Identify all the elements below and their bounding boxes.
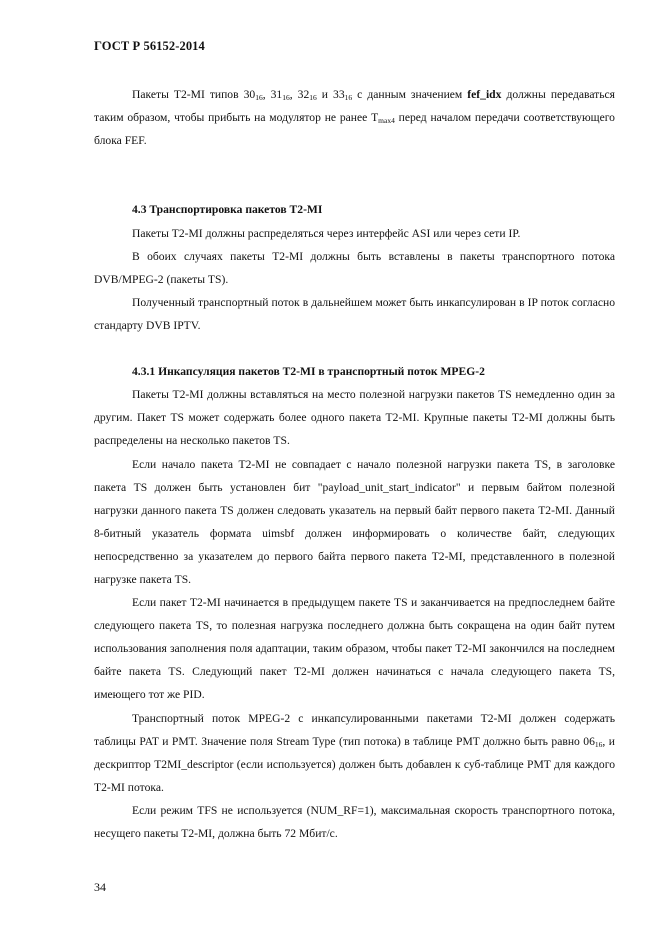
subscript: 16 bbox=[594, 739, 603, 749]
subscript: 16 bbox=[309, 93, 317, 102]
section-heading-4-3: 4.3 Транспортировка пакетов Т2-MI bbox=[132, 203, 323, 217]
field-name-bold: fef_idx bbox=[467, 88, 502, 101]
text-run: Транспортный поток MPEG-2 с инкапсулированными пакетами Т2-MI должен содержать таблицы PAT и PMT. Значение поля Stream Type (тип потока) в таблице PMT должно быть равно 06 bbox=[94, 711, 615, 748]
standard-header: ГОСТ Р 56152-2014 bbox=[94, 39, 205, 53]
paragraph-pmt bbox=[94, 707, 615, 799]
text-run: должны передаваться таким образом, чтобы прибыть на модулятор не ранее T bbox=[94, 88, 616, 125]
text-run: Пакеты Т2-MI типов 30 bbox=[132, 88, 256, 101]
subscript: 16 bbox=[255, 93, 263, 102]
paragraph: Если режим TFS не используется (NUM_RF=1), максимальная скорость транспортного потока, несущего пакеты Т2-MI, должна быть 72 Мбит/с. bbox=[94, 803, 615, 840]
text-run: , 32 bbox=[289, 88, 310, 101]
paragraph: Пакеты Т2-MI должны распределяться через интерфейс ASI или через сети IP. bbox=[132, 226, 521, 240]
spacer bbox=[94, 175, 615, 198]
paragraph: Если начало пакета Т2-MI не совпадает с начало полезной нагрузки пакета TS, в заголовке пакета TS должен быть установлен бит "payload_unit_start_indicator" и первым байтом полезной нагрузки данного пакета TS должен следовать указатель на первый байт первого пакета Т2-MI. Данный 8-битный указатель формата uimsbf должен информировать о количестве байт, следующих непосредственно за указателем до первого байта первого пакета Т2-MI, представленного в полезной нагрузке пакета TS. bbox=[94, 457, 615, 586]
subscript: max4 bbox=[378, 116, 395, 126]
text-run: перед началом передачи соответствующего блока FEF. bbox=[94, 111, 615, 148]
page-content bbox=[94, 83, 615, 845]
paragraph: Пакеты Т2-MI должны вставляться на место полезной нагрузки пакетов TS немедленно один за другим. Пакет TS может содержать более одного пакета Т2-MI. Крупные пакеты Т2-MI должны быть распределены на несколько пакетов TS. bbox=[94, 388, 615, 448]
text-run: и 33 bbox=[316, 88, 345, 101]
paragraph: Если пакет Т2-MI начинается в предыдущем пакете TS и заканчивается на предпоследнем байте следующего пакета TS, то полезная нагрузка последнего должна быть сокращена на один байт путем использования заполнения поля адаптации, таким образом, чтобы пакет Т2-MI закончился на последнем байте пакета TS. Следующий пакет Т2-MI должен начинаться с начала следующего пакета TS, имеющего тот же PID. bbox=[94, 596, 615, 702]
subscript: 16 bbox=[344, 93, 353, 102]
text-run: , 31 bbox=[262, 88, 283, 101]
spacer bbox=[94, 337, 615, 360]
paragraph: В обоих случаях пакеты Т2-MI должны быть вставлены в пакеты транспортного потока DVB/MPEG-2 (пакеты TS). bbox=[94, 249, 615, 286]
text-run: , и дескриптор T2MI_descriptor (если используется) должен быть добавлен к суб-таблице PMT для каждого Т2-MI потока. bbox=[94, 734, 615, 794]
section-heading-4-3-1: 4.3.1 Инкапсуляция пакетов Т2-MI в транспортный поток MPEG-2 bbox=[132, 365, 485, 379]
paragraph: Полученный транспортный поток в дальнейшем может быть инкапсулирован в IP поток согласно стандарту DVB IPTV. bbox=[94, 295, 615, 332]
text-run: с данным значением bbox=[352, 88, 468, 101]
spacer bbox=[94, 152, 615, 175]
subscript: 16 bbox=[282, 93, 290, 102]
paragraph-fef bbox=[94, 83, 615, 152]
page-number: 34 bbox=[94, 880, 106, 894]
